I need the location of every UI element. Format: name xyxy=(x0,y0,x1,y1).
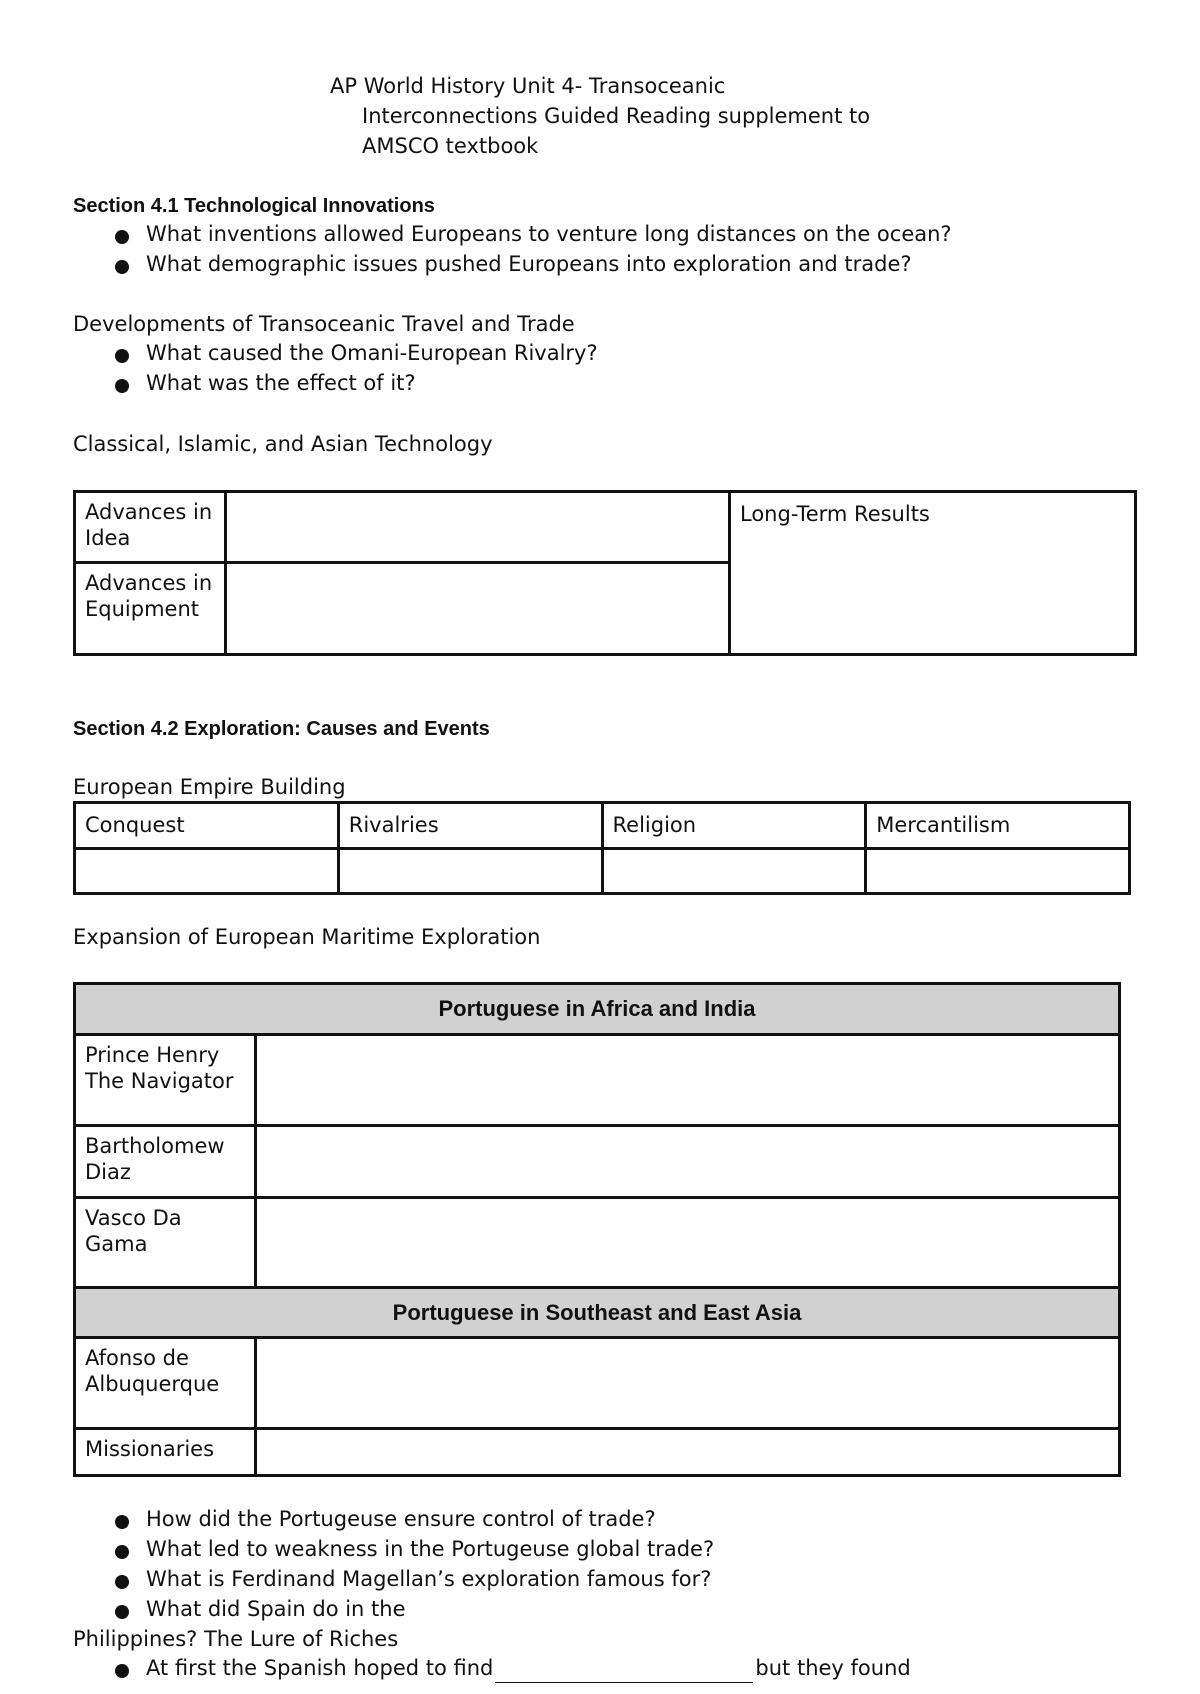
fill-in-blank[interactable] xyxy=(495,1660,753,1683)
developments-questions xyxy=(73,338,1153,398)
empire-column-mercantilism: Mercantilism xyxy=(866,803,1130,849)
list-item: What demographic issues pushed Europeans into exploration and trade? xyxy=(73,249,1153,279)
list-item: What caused the Omani-European Rivalry? xyxy=(73,338,1153,368)
bullet-icon xyxy=(115,349,129,363)
vasco-da-gama-answer[interactable] xyxy=(256,1198,1120,1288)
bullet-icon xyxy=(115,1575,129,1589)
portuguese-southeast-asia-header: Portuguese in Southeast and East Asia xyxy=(75,1288,1120,1338)
bullet-icon xyxy=(115,1605,129,1619)
technology-table xyxy=(73,490,1137,656)
mercantilism-answer[interactable] xyxy=(866,849,1130,894)
missionaries-answer[interactable] xyxy=(256,1429,1120,1476)
list-item: What inventions allowed Europeans to venture long distances on the ocean? xyxy=(73,219,1153,249)
title-line-1: AP World History Unit 4- Transoceanic xyxy=(330,74,726,98)
section-4-1-heading: Section 4.1 Technological Innovations xyxy=(73,195,435,217)
empire-column-religion: Religion xyxy=(602,803,866,849)
document-title xyxy=(330,71,950,161)
list-item: What did Spain do in the xyxy=(73,1594,1153,1624)
list-item: At first the Spanish hoped to find but they found xyxy=(73,1653,1153,1683)
bullet-icon xyxy=(115,1664,129,1678)
title-line-2: Interconnections Guided Reading supplement to xyxy=(362,104,871,128)
list-item: How did the Portugeuse ensure control of trade? xyxy=(73,1504,1153,1534)
bullet-icon xyxy=(115,1515,129,1529)
bartholomew-diaz-label: Bartholomew Diaz xyxy=(75,1126,256,1198)
list-item: What is Ferdinand Magellan’s exploration famous for? xyxy=(73,1564,1153,1594)
empire-column-rivalries: Rivalries xyxy=(338,803,602,849)
advances-in-equipment-label: Advances in Equipment xyxy=(75,563,226,655)
afonso-de-albuquerque-answer[interactable] xyxy=(256,1338,1120,1429)
final-questions xyxy=(73,1504,1153,1624)
vasco-da-gama-label: Vasco Da Gama xyxy=(75,1198,256,1288)
afonso-de-albuquerque-label: Afonso de Albuquerque xyxy=(75,1338,256,1429)
empire-column-conquest: Conquest xyxy=(75,803,339,849)
developments-heading: Developments of Transoceanic Travel and Trade xyxy=(73,312,575,336)
bartholomew-diaz-answer[interactable] xyxy=(256,1126,1120,1198)
missionaries-label: Missionaries xyxy=(75,1429,256,1476)
continuation-text: Philippines? The Lure of Riches xyxy=(73,1627,399,1651)
advances-in-idea-answer[interactable] xyxy=(226,492,730,563)
portuguese-africa-india-header: Portuguese in Africa and India xyxy=(75,984,1120,1035)
bullet-icon xyxy=(115,230,129,244)
religion-answer[interactable] xyxy=(602,849,866,894)
advances-in-equipment-answer[interactable] xyxy=(226,563,730,655)
long-term-results-label: Long-Term Results xyxy=(740,502,930,526)
list-item: What was the effect of it? xyxy=(73,368,1153,398)
rivalries-answer[interactable] xyxy=(338,849,602,894)
expansion-heading: Expansion of European Maritime Exploration xyxy=(73,925,541,949)
bullet-icon xyxy=(115,379,129,393)
advances-in-idea-label: Advances in Idea xyxy=(75,492,226,563)
long-term-results-cell[interactable] xyxy=(730,492,1136,655)
title-line-3: AMSCO textbook xyxy=(362,134,539,158)
prince-henry-label: Prince Henry The Navigator xyxy=(75,1035,256,1126)
empire-heading: European Empire Building xyxy=(73,775,346,799)
expansion-table xyxy=(73,982,1121,1477)
conquest-answer[interactable] xyxy=(75,849,339,894)
section-4-2-heading: Section 4.2 Exploration: Causes and Events xyxy=(73,718,490,740)
bullet-icon xyxy=(115,1545,129,1559)
prince-henry-answer[interactable] xyxy=(256,1035,1120,1126)
list-item: What led to weakness in the Portugeuse global trade? xyxy=(73,1534,1153,1564)
bullet-icon xyxy=(115,260,129,274)
empire-table xyxy=(73,801,1131,895)
last-question xyxy=(73,1653,1153,1683)
technology-heading: Classical, Islamic, and Asian Technology xyxy=(73,432,493,456)
section-4-1-questions xyxy=(73,219,1153,279)
